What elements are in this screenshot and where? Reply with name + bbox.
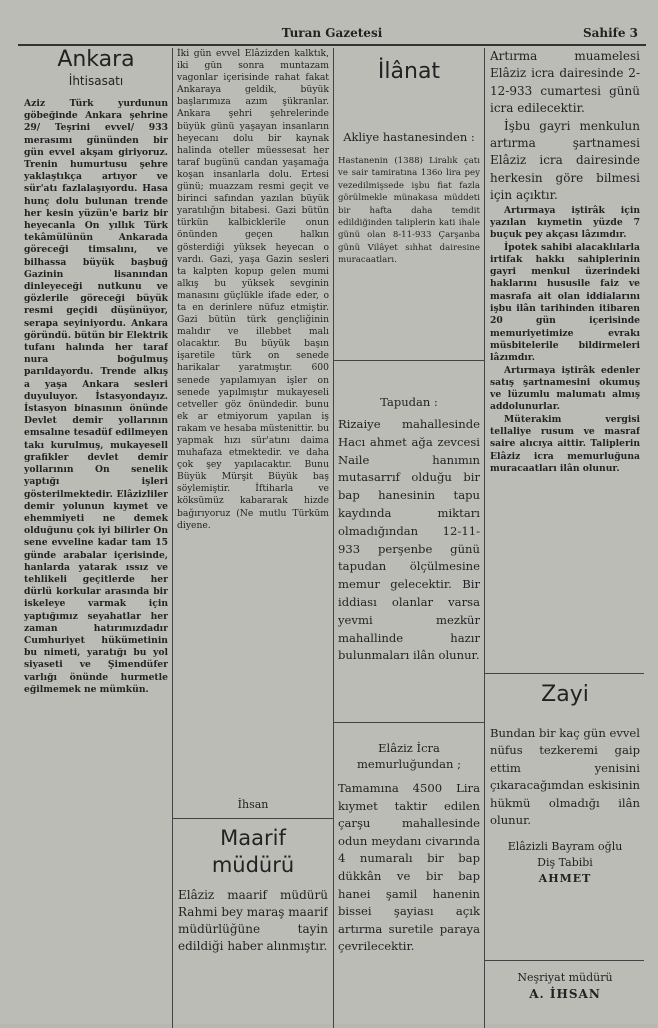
auction-text-5: Artırmaya iştirâk edenler satış şartnamesini okumuş ve lüzumlu malumatı almış addolunurlar. [490,364,640,413]
notice-body: Elâziz maarif müdürü Rahmi bey maraş maarif müdürlüğüne tayin edildiği haber alınmıştır. [178,888,328,953]
auction-text-4: İpotek sahibi alacaklılarla irtifak hakkı sahiplerinin gayri menkul üzerindeki haklarını hususile faiz ve masrafa ait olan iddialarını işbu ilân tarihinden itibaren 20 gün içerisinde memuriyetimize evrakı müsbitelerile bildirmeleri lâzımdır. [490,241,640,364]
ilanat-section [338,48,480,378]
zayi-signer-title: Diş Tabibi [537,856,593,870]
maarif-notice [178,825,328,1025]
icra-notice [338,740,480,1024]
ilanat-heading: İlânat [377,59,441,84]
ad-title-icra: Elâziz İcra memurluğundan ; [357,741,461,771]
tapu-notice [338,392,480,712]
publisher-title: Neşriyat müdürü [517,971,613,984]
article-subheading: İhtisasatı [68,74,124,88]
article-continuation: İki gün evvel Elâzizden kalktık, iki gün sonra muntazam vagonlar içerisinde rahat fakat Ankaraya geldik, büyük başlarımıza azım şükranlar. Ankara şehri şehrelerinde büyük günü yaşayan insanların heyecanı dolu bir kaynak halinda oteller müessesat her taraf bugünü candan yaşamağa koşan insanlarla dolu. Ertesi günü; muazzam resmi geçit ve birinci safından yazılan büyük yaratılığın bitabesi. Gazi bütün türkün kalbicklerile onun önünden geçen halkın gösterdiği yüksek heyecan o vardı. Gazi, yaşa Gazin sesleri ta kalpten kopup gelen mumi alkış bu yüksek sevginin manasını güçlükle ifade eder, o ta en derinlere nüfuz etmiştir. Gazi bütün türk gençliğinin malıdır ve illebbet malı olacaktır. Bu büyük başın işaretile türk on senede harikalar yaratmıştır. 600 senede yapılamıyan işler on senede yapılmıştır mukayeseli cetveller göz önündedir. bunu ek ar etmiyorum yapılan iş rakam ve hesaba müstenittir. bu yapmak hızı sür'atını daima muhafaza etmektedir. ve daha çok şey yapılacaktır. Bunu Büyük Mürşit Büyük baş söylemiştir. İftiharla ve köksümüz kabararak hizde bağırıyoruz (Ne mutlu Türküm diyene. [177,48,329,531]
column-auction [490,48,640,663]
ad-body-icra: Tamamına 4500 Lira kıymet taktir edilen çarşu mahallesinde odun meydanı civarında 4 numaralı bir bap dükkân ve bir bap hanei şamil hanenin bissei şayiası açık artırma suretile paraya çevrilecektir. [338,781,480,954]
zayi-heading: Zayi [541,683,589,707]
zayi-signer-name: Elâzizli Bayram oğlu [507,840,623,854]
ad-body-tapu: Rizaiye mahallesinde Hacı ahmet ağa zevcesi Naile hanımın mutasarrıf olduğu bir bap hanesinin tapu kaydında miktarı olmadığından 12-11-933 perşenbe günü tapudan ölçülmesine memur gelecektir. Bir iddiası olanlar varsa yevmi mezkür mahallinde hazır bulunmaları ilân olunur. [338,417,480,663]
ad-title-tapu: Tapudan : [380,395,438,409]
column-continued [177,48,329,818]
auction-text-3: Artırmaya iştirâk için yazılan kıymetin yüzde 7 buçuk pey akçası lâzımdır. [490,204,640,241]
section-divider [172,818,333,819]
page-number: Sahife 3 [582,26,638,40]
section-divider [484,673,644,674]
newspaper-title: Turan Gazetesi [281,26,383,40]
zayi-notice [490,683,640,953]
column-divider [333,48,334,1028]
header-rule [18,44,646,46]
publisher-footer [490,970,640,1020]
page-header [22,26,642,42]
column-divider [484,48,485,1028]
auction-text-1: Artırma muamelesi Elâziz icra dairesinde 2-12-933 cumartesi günü icra edilecektir. [490,49,640,116]
section-divider [333,360,484,361]
publisher-name: A. İHSAN [529,987,601,1001]
notice-heading: Maarif müdürü [211,826,295,877]
zayi-signer: AHMET [538,872,592,886]
section-divider [484,960,644,961]
article-heading: Ankara [57,48,135,72]
ad-title-akliye: Akliye hastanesinden : [343,130,475,144]
auction-text-2: İşbu gayri menkulun artırma şartnamesi Elâziz icra dairesinde herkesin göre bilmesi için açıktır. [490,118,640,203]
ad-body-akliye: Hastanenin (1388) Liralık çatı ve sair tamiratına 136o lira pey vezedilmişsede işbu fiat fazla görülmekle münakasa müddeti bir hafta daha temdit edildiğinden taliplerin kati ihale günü olan 8-11-933 Çarşanba günü Vilâyet sıhhat dairesine muracaatları. [338,156,480,266]
zayi-body: Bundan bir kaç gün evvel nüfus tezkeremi gaip ettim yenisini çıkaracağımdan eskisinin hükmü olmadığı ilân olunur. [490,726,640,828]
auction-text-6: Müterakim vergisi tellaliye rusum ve masraf saire alıcıya aittir. Taliplerin Elâziz icra memurluğuna muracaatları ilân olunur. [490,413,640,474]
column-ankara [24,48,168,1018]
column-divider [172,48,173,1028]
article-body: Aziz Türk yurdunun göbeğinde Ankara şehrine 29/ Teşrini evvel/ 933 merasımı gününden bir gün evvel akşam giriyoruz. Trenin humurtusu şehre yaklaştıkça artıyor ve sür'atı fazlalaşıyordu. Hasa hunç dolu bulunan trende her kesin yüzün'e bariz bir heyecanla On yıllık Türk tekâmülünün Ankarada göreceği timsalını, ve bilhassa büyük başbuğ Gazinin lisanından dinleyeceği nutkunu ve gözlerile göreceği büyük resmi geçidi düşünüyor, serapa seyiniyordu. Ankara göründü. bütün bir Elektrik tufanı halında her taraf nura boğulmuş parıldayordu. Trende alkış a yaşa Ankara sesleri duyuluyor. İstasyondayız. İstasyon binasının önünde Devlet demir yollarının emsalıne tesadüf edilmeyen takı kurulmuş, mukayesell grafikler devlet demir yollarının On senelik yaptığı işleri gösterilmektedir. Elâzizliler demir yolunun kıymet ve ehemmiyeti ne demek olduğunu çok iyi bilirler On sene evveline kadar tam 15 günde arabalar içerisinde, hanlarda yatarak ıssız ve tehlikeli geçitlerde her dürlü korkular arasında bir iskeleye varmak için yaptığımız seyahatlar her zaman hatırımızdadır Cumhuriyet hükümetinin bu nimeti, yaratığı bu yol siyaseti ve Şimendüfer varlığı önünde hurmetle eğilmemek ne mümkün. [24,98,168,695]
section-divider [333,722,484,723]
article-signature: İhsan [237,798,269,811]
